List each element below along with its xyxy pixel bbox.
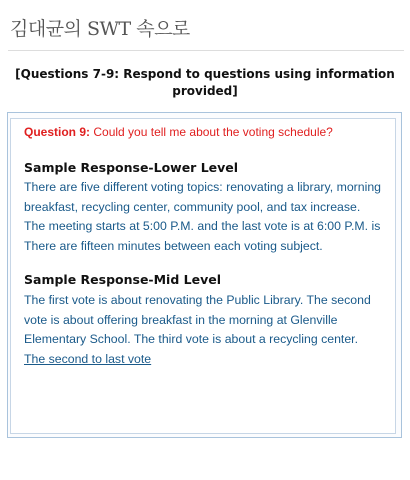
response-body-mid bbox=[24, 291, 398, 369]
question-label: Question 9: bbox=[24, 125, 91, 139]
response-line: The meeting starts at 5:00 P.M. and the last vote is at 6:00 P.M. is bbox=[24, 219, 381, 233]
response-body-lower bbox=[24, 178, 398, 256]
section-title bbox=[8, 66, 402, 100]
question-text: Could you tell me about the voting schedule? bbox=[93, 125, 333, 139]
response-line: The first vote is about renovating the Public Library. The second bbox=[24, 293, 371, 307]
header-divider bbox=[8, 50, 404, 51]
response-line: There are fifteen minutes between each voting subject. bbox=[24, 238, 323, 253]
question-prompt bbox=[24, 124, 394, 140]
response-line-link[interactable]: The second to last vote bbox=[24, 351, 152, 366]
section-title-line-2: provided] bbox=[172, 84, 238, 98]
response-line: There are five different voting topics: renovating a library, morning bbox=[24, 180, 382, 194]
response-line: breakfast, recycling center, community pool, and tax increase. bbox=[24, 199, 361, 214]
response-title-mid: Sample Response-Mid Level bbox=[24, 272, 221, 287]
section-title-line-1: [Questions 7-9: Respond to questions using information bbox=[15, 67, 395, 81]
response-title-lower: Sample Response-Lower Level bbox=[24, 160, 239, 175]
page-title: 김대균의 SWT 속으로 bbox=[10, 18, 190, 40]
response-line: Elementary School. The third vote is about a recycling center. bbox=[24, 332, 359, 346]
response-line: vote is about offering breakfast in the morning at Glenville bbox=[24, 312, 338, 327]
